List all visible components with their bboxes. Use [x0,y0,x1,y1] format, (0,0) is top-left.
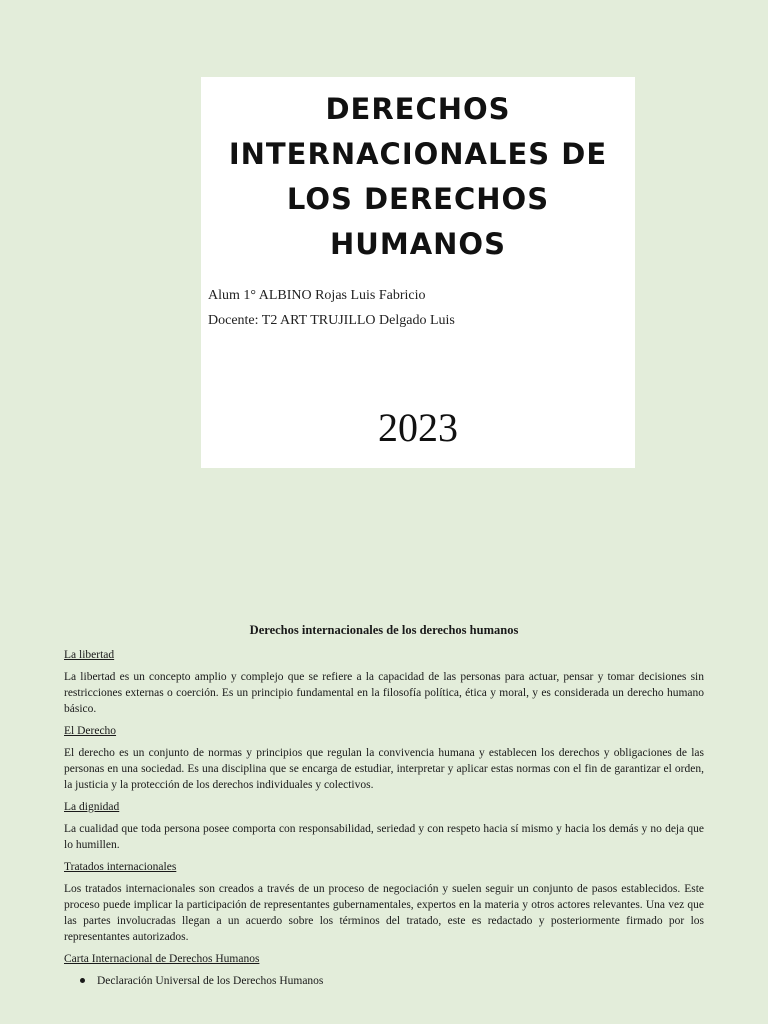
cover-title-line: DERECHOS [325,92,511,126]
document-body [64,622,704,989]
cover-card [201,77,635,468]
section-body-dignidad: La cualidad que toda persona posee comporta con responsabilidad, seriedad y con respeto hacia sí mismo y hacia los demás y no deja que lo humillen. [64,823,704,851]
section-heading-derecho: El Derecho [64,725,117,737]
section-body-derecho: El derecho es un conjunto de normas y principios que regulan la convivencia humana y establecen los derechos y obligaciones de las personas en una sociedad. Es una disciplina que se encarga de estudiar, interpretar y aplicar estas normas con el fin de garantizar el orden, la justicia y la protección de los derechos individuales y colectivos. [64,747,704,791]
cover-title [201,77,635,267]
section-heading-carta: Carta Internacional de Derechos Humanos [64,953,260,965]
bullet-icon [80,978,85,983]
document-title: Derechos internacionales de los derechos humanos [249,623,519,637]
section-heading-libertad: La libertad [64,649,115,661]
cover-year: 2023 [378,405,458,450]
student-name: Alum 1° ALBINO Rojas Luis Fabricio [208,288,426,303]
list-item [64,973,704,989]
section-heading-dignidad: La dignidad [64,801,120,813]
list-item-label: Declaración Universal de los Derechos Humanos [97,975,324,987]
cover-title-line: LOS DERECHOS [286,182,550,216]
charter-list [64,973,704,989]
cover-title-line: INTERNACIONALES DE [228,137,608,171]
section-body-tratados: Los tratados internacionales son creados a través de un proceso de negociación y suelen seguir un conjunto de pasos establecidos. Este proceso puede implicar la participación de representantes gubernamentales, expertos en la materia y otros actores relevantes. Una vez que las partes involucradas llegan a un acuerdo sobre los términos del tratado, este es redactado y posteriormente firmado por los representantes autorizados. [64,883,704,943]
teacher-name: Docente: T2 ART TRUJILLO Delgado Luis [208,313,455,328]
cover-title-line: HUMANOS [330,227,506,261]
section-body-libertad: La libertad es un concepto amplio y complejo que se refiere a la capacidad de las personas para actuar, pensar y tomar decisiones sin restricciones externas o coerción. Es un principio fundamental en la filosofía política, ética y moral, y es considerada un derecho humano básico. [64,671,704,715]
section-heading-tratados: Tratados internacionales [64,861,177,873]
